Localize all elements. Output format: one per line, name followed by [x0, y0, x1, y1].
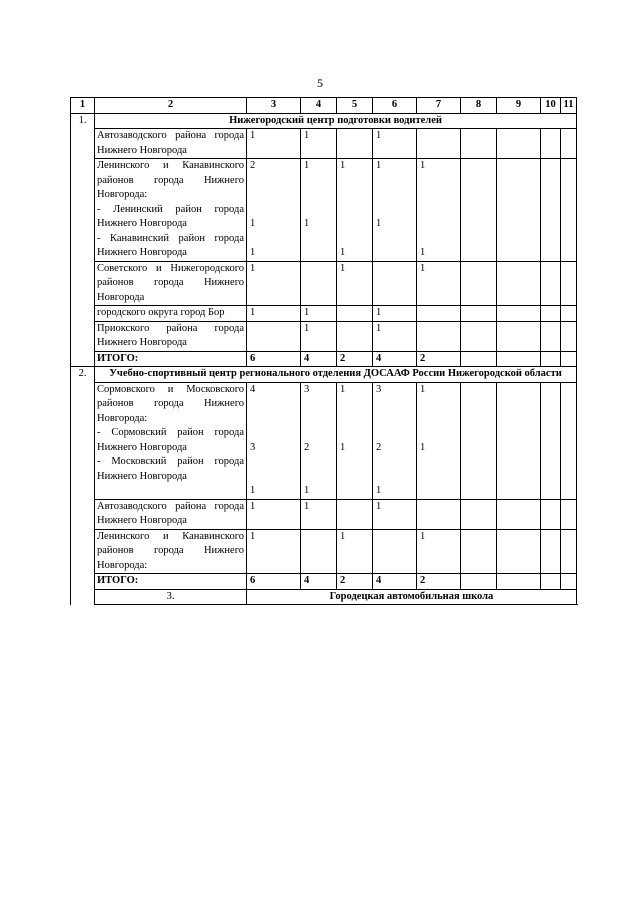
- empty-cell: [541, 159, 561, 262]
- value: 2: [250, 160, 256, 171]
- header-cell: 3: [247, 98, 301, 114]
- district-name-line: - Ленинский район города Нижнего Новгорода: [97, 203, 244, 229]
- value: 1: [376, 218, 382, 229]
- empty-cell: [461, 159, 497, 262]
- empty-cell: [541, 321, 561, 351]
- empty-cell: [561, 382, 577, 499]
- empty-cell: [461, 129, 497, 159]
- value: 1: [340, 441, 346, 453]
- value: 1: [420, 160, 426, 171]
- total-row: [71, 351, 577, 367]
- total-value: 2: [417, 574, 461, 590]
- value-cell: 1: [301, 321, 337, 351]
- total-row: [71, 574, 577, 590]
- table-row: [71, 129, 577, 159]
- value-cell: [337, 129, 373, 159]
- value: 1: [376, 485, 382, 496]
- header-row: [71, 98, 577, 114]
- value-cell: [301, 382, 337, 499]
- value-cell: [247, 321, 301, 351]
- district-name: [95, 159, 247, 262]
- value-cell: [337, 321, 373, 351]
- district-name-line: - Московский район города Нижнего Новгорода: [97, 456, 244, 482]
- value-cell: 1: [373, 129, 417, 159]
- value-cell: 1: [247, 499, 301, 529]
- value-cell: [301, 261, 337, 306]
- total-value: 6: [247, 574, 301, 590]
- empty-cell: [497, 306, 541, 322]
- empty-cell: [497, 382, 541, 499]
- value: 1: [376, 160, 382, 171]
- value: 3: [304, 383, 310, 395]
- value: 1: [304, 160, 310, 171]
- table-row: [71, 382, 577, 499]
- empty-cell: [561, 529, 577, 574]
- empty-cell: [497, 499, 541, 529]
- table-row: [71, 499, 577, 529]
- total-value: 4: [373, 574, 417, 590]
- value-cell: [301, 529, 337, 574]
- empty-cell: [461, 321, 497, 351]
- total-label: ИТОГО:: [95, 351, 247, 367]
- value: 1: [250, 485, 256, 496]
- district-name: Автозаводского района города Нижнего Новгорода: [95, 129, 247, 159]
- table-row: [71, 321, 577, 351]
- value-cell: [417, 159, 461, 262]
- value-cell: 1: [337, 529, 373, 574]
- empty-cell: [461, 351, 497, 367]
- table-row: [71, 159, 577, 262]
- section-header-row: [71, 113, 577, 129]
- empty-cell: [461, 261, 497, 306]
- value-cell: 1: [373, 321, 417, 351]
- value-cell: 1: [247, 129, 301, 159]
- empty-cell: [561, 129, 577, 159]
- value-cell: 1: [301, 129, 337, 159]
- value-cell: [417, 306, 461, 322]
- value: 3: [376, 383, 382, 395]
- page-number: 5: [317, 76, 323, 90]
- value-cell: 1: [417, 261, 461, 306]
- empty-cell: [497, 529, 541, 574]
- value-cell: [373, 529, 417, 574]
- section-header-row: [71, 589, 577, 605]
- table-row: [71, 261, 577, 306]
- value-cell: [247, 382, 301, 499]
- value: 3: [250, 441, 256, 453]
- empty-cell: [541, 529, 561, 574]
- total-value: 4: [301, 574, 337, 590]
- total-value: 2: [337, 351, 373, 367]
- header-cell: 11: [561, 98, 577, 114]
- header-cell: 9: [497, 98, 541, 114]
- empty-cell: [541, 499, 561, 529]
- value-cell: [337, 306, 373, 322]
- value-cell: [373, 261, 417, 306]
- empty-cell: [461, 306, 497, 322]
- value-cell: [247, 159, 301, 262]
- empty-cell: [561, 574, 577, 590]
- section-title: Городецкая автомобильная школа: [247, 589, 577, 605]
- district-name-line: - Канавинский район города Нижнего Новгорода: [97, 232, 244, 258]
- value-cell: [417, 499, 461, 529]
- district-name-line: - Сормовский район города Нижнего Новгорода: [97, 427, 244, 453]
- table-row: [71, 529, 577, 574]
- value-cell: 1: [301, 306, 337, 322]
- header-cell: 7: [417, 98, 461, 114]
- value-cell: 1: [247, 261, 301, 306]
- value-cell: 1: [247, 529, 301, 574]
- header-cell: 2: [95, 98, 247, 114]
- empty-cell: [561, 306, 577, 322]
- header-cell: 4: [301, 98, 337, 114]
- value: 1: [340, 383, 346, 395]
- value: 1: [340, 247, 346, 258]
- empty-cell: [561, 351, 577, 367]
- value: 1: [304, 218, 310, 229]
- section-index: 2.: [71, 367, 95, 605]
- empty-cell: [461, 529, 497, 574]
- table-row: [71, 306, 577, 322]
- distribution-table: [70, 97, 577, 605]
- empty-cell: [497, 351, 541, 367]
- district-name: [95, 382, 247, 499]
- header-cell: 6: [373, 98, 417, 114]
- district-name-line: Ленинского и Канавинского районов города Нижнего Новгорода:: [97, 160, 244, 200]
- header-cell: 10: [541, 98, 561, 114]
- section-index: 1.: [71, 113, 95, 367]
- district-name: Ленинского и Канавинского районов города Нижнего Новгорода:: [95, 529, 247, 574]
- header-cell: 8: [461, 98, 497, 114]
- value-cell: 1: [417, 529, 461, 574]
- value: 1: [420, 247, 426, 258]
- section-title: Учебно-спортивный центр регионального отделения ДОСААФ России Нижегородской области: [95, 367, 577, 383]
- empty-cell: [461, 382, 497, 499]
- total-value: 2: [337, 574, 373, 590]
- value-cell: 1: [301, 499, 337, 529]
- total-value: 4: [373, 351, 417, 367]
- district-name-line: Сормовского и Московского районов города Нижнего Новгорода:: [97, 383, 244, 424]
- value: 1: [340, 160, 346, 171]
- value: 1: [250, 218, 256, 229]
- district-name: Автозаводского района города Нижнего Новгорода: [95, 499, 247, 529]
- header-cell: 5: [337, 98, 373, 114]
- value: 2: [376, 441, 382, 453]
- total-value: 6: [247, 351, 301, 367]
- district-name: городского округа город Бор: [95, 306, 247, 322]
- value: 1: [304, 485, 310, 496]
- value-cell: [337, 382, 373, 499]
- empty-cell: [497, 261, 541, 306]
- empty-cell: [541, 129, 561, 159]
- district-name: Советского и Нижегородского районов города Нижнего Новгорода: [95, 261, 247, 306]
- value: 1: [250, 247, 256, 258]
- empty-cell: [541, 306, 561, 322]
- value-cell: [373, 382, 417, 499]
- empty-cell: [541, 382, 561, 499]
- total-value: 4: [301, 351, 337, 367]
- value-cell: [417, 129, 461, 159]
- district-name: Приокского района города Нижнего Новгорода: [95, 321, 247, 351]
- empty-cell: [561, 321, 577, 351]
- empty-cell: [541, 261, 561, 306]
- value: 2: [304, 441, 310, 453]
- value: 1: [420, 441, 426, 453]
- empty-cell: [497, 159, 541, 262]
- empty-cell: [497, 574, 541, 590]
- value-cell: 1: [373, 306, 417, 322]
- section-header-row: [71, 367, 577, 383]
- empty-cell: [497, 129, 541, 159]
- value-cell: [417, 321, 461, 351]
- section-index: 3.: [95, 589, 247, 605]
- empty-cell: [541, 574, 561, 590]
- empty-cell: [461, 574, 497, 590]
- header-cell: 1: [71, 98, 95, 114]
- empty-cell: [497, 321, 541, 351]
- value-cell: [301, 159, 337, 262]
- empty-cell: [541, 351, 561, 367]
- empty-cell: [561, 261, 577, 306]
- total-label: ИТОГО:: [95, 574, 247, 590]
- total-value: 2: [417, 351, 461, 367]
- value-cell: [337, 159, 373, 262]
- value: 1: [420, 383, 426, 395]
- section-title: Нижегородский центр подготовки водителей: [95, 113, 577, 129]
- value-cell: 1: [337, 261, 373, 306]
- value-cell: [417, 382, 461, 499]
- value-cell: [337, 499, 373, 529]
- value: 4: [250, 383, 256, 395]
- empty-cell: [561, 499, 577, 529]
- value-cell: 1: [373, 499, 417, 529]
- empty-cell: [461, 499, 497, 529]
- value-cell: 1: [247, 306, 301, 322]
- value-cell: [373, 159, 417, 262]
- empty-cell: [561, 159, 577, 262]
